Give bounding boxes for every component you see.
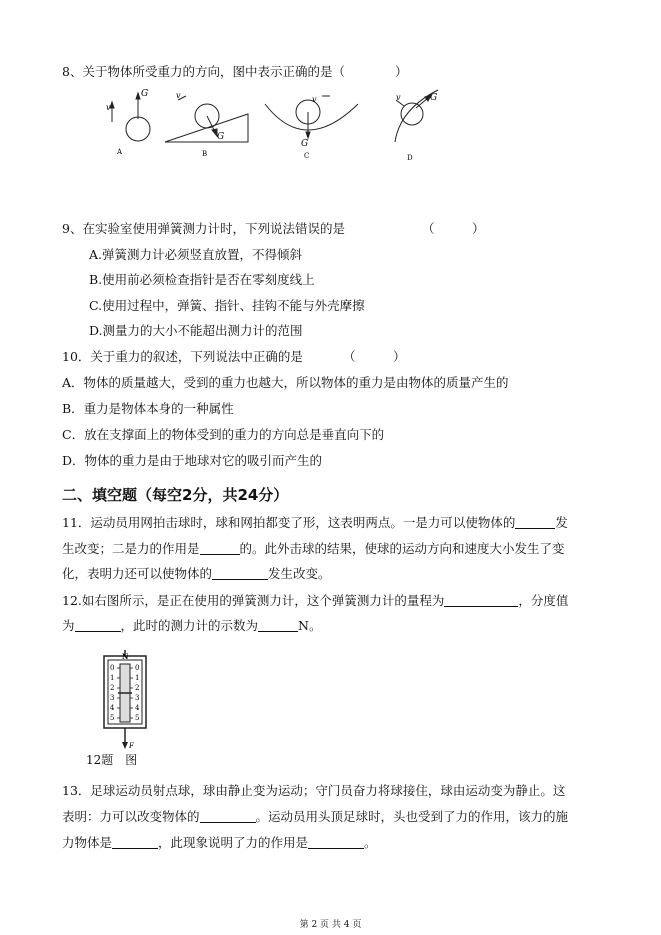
q13-line3 <box>62 834 377 852</box>
q13-text-2b: 。运动员用头顶足球时，头也受到了力的作用，该力的施 <box>255 809 569 824</box>
q12-blank-division[interactable] <box>75 618 121 632</box>
q13-text-3c: 。 <box>364 835 377 850</box>
svg-text:4: 4 <box>110 704 115 712</box>
q10-option-b: B．重力是物体本身的一种属性 <box>62 401 234 416</box>
q11-text-3b: 发生改变。 <box>268 566 331 581</box>
q11-blank-2[interactable] <box>200 541 240 555</box>
diagram-a <box>110 93 150 141</box>
svg-text:5: 5 <box>135 714 140 722</box>
label-v-a: v <box>106 103 111 112</box>
label-d: D <box>407 154 413 162</box>
label-g-c: G <box>301 139 309 149</box>
q13-blank-1[interactable] <box>200 809 256 823</box>
spring-scale-figure <box>100 650 160 750</box>
label-v-d: v <box>396 93 401 102</box>
q10-option-a: A．物体的质量越大，受到的重力也越大，所以物体的重力是由物体的质量产生的 <box>62 375 509 390</box>
q12-blank-reading[interactable] <box>258 618 298 632</box>
svg-text:0: 0 <box>110 664 115 672</box>
q12-caption: 12题 图 <box>86 753 138 767</box>
label-c: C <box>304 152 310 160</box>
q8-text: 8、关于物体所受重力的方向，图中表示正确的是（ ） <box>62 64 408 79</box>
q11-text-3a: 化，表明力还可以使物体的 <box>62 566 213 581</box>
svg-text:5: 5 <box>110 714 115 722</box>
q12-text-2b: ，此时的测力计的示数为 <box>120 618 259 633</box>
svg-text:N: N <box>122 652 129 661</box>
section-title: 二、填空题（每空2分，共24分） <box>62 486 289 504</box>
label-a: A <box>117 148 123 156</box>
label-b: B <box>202 150 208 158</box>
q11-text-1b: 发 <box>555 515 568 530</box>
q12-text-1b: ，分度值 <box>518 593 569 608</box>
q11-line1 <box>62 514 568 532</box>
svg-text:3: 3 <box>135 694 140 702</box>
q10-option-d: D．物体的重力是由于地球对它的吸引而产生的 <box>62 453 323 468</box>
svg-text:4: 4 <box>135 704 140 712</box>
q13-blank-2[interactable] <box>112 835 158 849</box>
q13-text-2a: 表明：力可以改变物体的 <box>62 809 200 824</box>
q12-blank-range[interactable] <box>444 593 518 607</box>
q9-paren: （ ） <box>422 221 485 236</box>
svg-text:1: 1 <box>135 674 140 682</box>
q9-text: 9、在实验室使用弹簧测力计时，下列说法错误的是 <box>62 221 345 236</box>
q13-text-3b: ，此现象说明了力的作用是 <box>158 835 309 850</box>
q11-line2 <box>62 540 565 558</box>
q9-option-d: D.测量力的大小不能超出测力计的范围 <box>89 323 303 338</box>
svg-text:1: 1 <box>110 674 115 682</box>
q11-blank-1[interactable] <box>515 515 555 529</box>
q9-option-a: A.弹簧测力计必须竖直放置，不得倾斜 <box>89 247 303 262</box>
label-g-d: G <box>430 93 438 103</box>
q11-text-2b: 的。此外击球的结果，使球的运动方向和速度大小发生了变 <box>239 541 565 556</box>
label-g-a: G <box>141 89 149 99</box>
q11-text-1a: 11．运动员用网拍击球时，球和网拍都变了形，这表明两点。一是力可以使物体的 <box>62 515 516 530</box>
q11-text-2a: 生改变；二是力的作用是 <box>62 541 200 556</box>
svg-text:0: 0 <box>135 664 140 672</box>
q12-line2 <box>62 617 321 635</box>
label-g-b: G <box>217 132 225 142</box>
q13-line2 <box>62 808 568 826</box>
q9-option-b: B.使用前必须检查指针是否在零刻度线上 <box>89 272 315 287</box>
q12-text-1a: 12.如右图所示，是正在使用的弹簧测力计，这个弹簧测力计的量程为 <box>62 593 445 608</box>
q13-line1: 13．足球运动员射点球，球由静止变为运动；守门员奋力将球接住，球由运动变为静止。这 <box>62 783 566 798</box>
q10-paren: （ ） <box>343 349 406 364</box>
q11-blank-3[interactable] <box>212 566 268 580</box>
page-footer: 第 2 页 共 4 页 <box>299 920 362 930</box>
q8-diagram <box>100 84 440 164</box>
q11-line3 <box>62 565 331 583</box>
q9-option-c: C.使用过程中，弹簧、指针、挂钩不能与外壳摩擦 <box>89 298 365 313</box>
diagram-b <box>165 96 248 142</box>
svg-text:2: 2 <box>110 684 115 692</box>
q13-blank-3[interactable] <box>308 835 364 849</box>
q10-text: 10．关于重力的叙述，下列说法中正确的是 <box>62 349 303 364</box>
q12-text-2a: 为 <box>62 618 75 633</box>
svg-text:3: 3 <box>110 694 115 702</box>
q13-text-3a: 力物体是 <box>62 835 113 850</box>
q12-text-2c: N。 <box>298 618 322 633</box>
label-v-b: v <box>176 91 181 100</box>
svg-text:2: 2 <box>135 684 140 692</box>
svg-text:F: F <box>129 742 134 750</box>
q12-line1 <box>62 592 568 610</box>
q10-option-c: C．放在支撑面上的物体受到的重力的方向总是垂直向下的 <box>62 427 385 442</box>
label-v-c: v <box>312 95 317 104</box>
